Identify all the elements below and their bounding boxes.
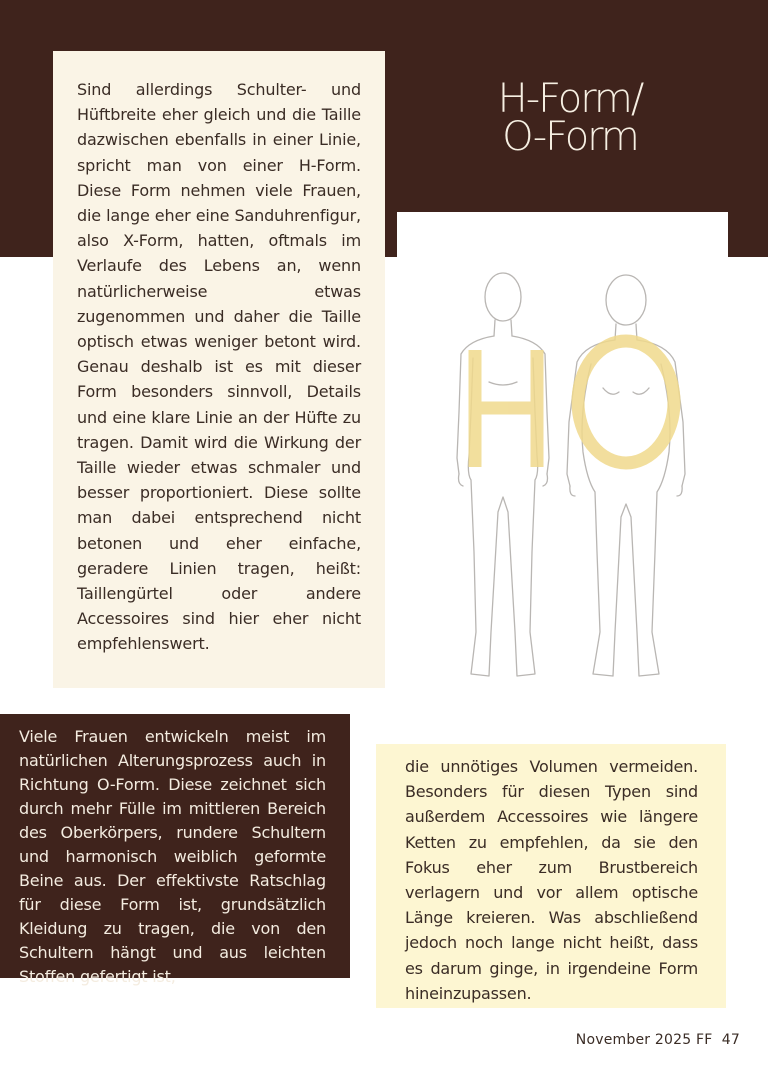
issue-label: November 2025 FF	[575, 1032, 713, 1048]
h-letter-highlight	[475, 350, 537, 467]
body-shape-illustration	[397, 212, 728, 690]
o-form-paragraph: Viele Frauen entwickeln meist im natürlichen Alterungsprozess auch in Richtung O-Form. Diese zeichnet sich durch mehr Fülle im mittleren Bereich des Oberkörpers, rundere Schultern und harmonisch weiblich geformte Beine aus. Der effektivste Ratschlag für diese Form ist, grundsätzlich Kleidung zu tragen, die von den Schultern hängt und aus leichten Stoffen gefertigt ist,	[19, 727, 326, 986]
page-title	[470, 76, 670, 160]
continuation-paragraph: die unnötiges Volumen vermeiden. Besonders für diesen Typen sind außerdem Accessoires wie längere Ketten zu empfehlen, da sie den Fokus eher zum Brustbereich verlagern und vor allem optische Länge kreieren. Was abschließend jedoch noch lange nicht heißt, dass es darum ginge, in irgendeine Form hineinzupassen.	[405, 757, 698, 1003]
figures-drawing	[397, 212, 728, 690]
h-shape-figure	[457, 273, 549, 676]
o-form-text-panel	[0, 714, 350, 986]
page-number: 47	[721, 1032, 740, 1048]
title-line-1: H-Form/	[497, 76, 643, 122]
continuation-text-panel	[376, 744, 726, 1008]
main-paragraph: Sind allerdings Schulter- und Hüftbreite eher gleich und die Taille dazwischen ebenfalls in einer Linie, spricht man von einer H-Form. Diese Form nehmen viele Frauen, die lange eher eine Sanduhrenfigur, also X-Form, hatten, oftmals im Verlaufe des Lebens an, wenn natürlicherweise etwas zugenommen und daher die Taille optisch etwas weniger betont wird. Genau deshalb ist es mit dieser Form besonders sinnvoll, Details und eine klare Linie an der Hüfte zu tragen. Damit wird die Wirkung der Taille wieder etwas schmaler und besser proportioniert. Diese sollte man dabei entsprechend nicht betonen und eher einfache, geradere Linien tragen, heißt: Taillengürtel oder andere Accessoires sind hier eher nicht empfehlenswert.	[77, 80, 361, 654]
o-letter-highlight	[578, 341, 674, 463]
page-footer	[576, 1032, 740, 1048]
main-text-panel	[53, 51, 385, 688]
title-line-2: O-Form	[502, 114, 638, 160]
